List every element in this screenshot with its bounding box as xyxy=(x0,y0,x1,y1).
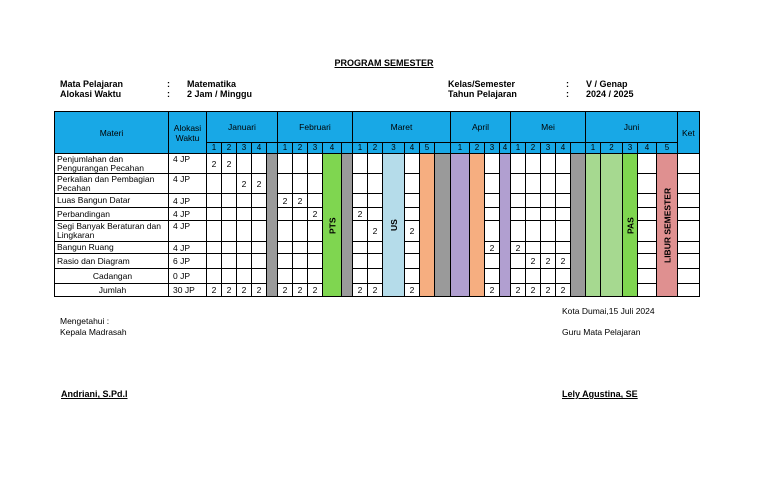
week xyxy=(342,143,353,154)
alokasi-label: Alokasi Waktu xyxy=(60,89,122,99)
mengetahui-label: Mengetahui : xyxy=(60,316,110,326)
week: 3 xyxy=(237,143,252,154)
nama-kepala-madrasah: Andriani, S.Pd.I xyxy=(61,389,128,399)
alokasi-value: 2 Jam / Minggu xyxy=(187,89,253,99)
info-values-left xyxy=(187,79,252,99)
alokasi-cell: 4 JP xyxy=(169,174,207,194)
kelas-value: V / Genap xyxy=(586,79,628,89)
info-colons-right xyxy=(566,79,569,99)
colon: : xyxy=(566,89,569,99)
alokasi-cell: 6 JP xyxy=(169,254,207,269)
month-mei: Mei xyxy=(511,112,586,143)
materi-cell: Perbandingan xyxy=(55,208,169,221)
jp-cell: 2 xyxy=(368,221,383,242)
mapel-label: Mata Pelajaran xyxy=(60,79,124,89)
materi-cell: Bangun Ruang xyxy=(55,242,169,254)
week xyxy=(267,143,278,154)
jp-cell: 2 xyxy=(293,194,308,208)
week: 4 xyxy=(405,143,420,154)
colon: : xyxy=(566,79,569,89)
materi-cell: Rasio dan Diagram xyxy=(55,254,169,269)
alokasi-cell: 4 JP xyxy=(169,242,207,254)
month-april: April xyxy=(451,112,511,143)
week: 2 xyxy=(601,143,623,154)
header-materi: Materi xyxy=(55,112,169,154)
week: 4 xyxy=(638,143,657,154)
jp-cell: 2 xyxy=(222,284,237,297)
header-ket: Ket xyxy=(678,112,700,154)
jp-cell: 2 xyxy=(252,284,267,297)
alokasi-cell: 4 JP xyxy=(169,194,207,208)
alokasi-cell: 4 JP xyxy=(169,208,207,221)
week: 4 xyxy=(323,143,342,154)
week: 1 xyxy=(278,143,293,154)
info-labels-left xyxy=(60,79,123,99)
jp-cell: 2 xyxy=(308,208,323,221)
jp-cell: 2 xyxy=(353,284,368,297)
jp-cell: 2 xyxy=(556,254,571,269)
week: 1 xyxy=(353,143,368,154)
jp-cell: 2 xyxy=(511,284,526,297)
alokasi-cell: 4 JP xyxy=(169,221,207,242)
colon: : xyxy=(167,89,170,99)
info-labels-right xyxy=(448,79,517,99)
week: 4 xyxy=(252,143,267,154)
week: 5 xyxy=(657,143,678,154)
jp-cell: 2 xyxy=(308,284,323,297)
week xyxy=(571,143,586,154)
alokasi-cell: 0 JP xyxy=(169,269,207,284)
jp-cell: 2 xyxy=(541,254,556,269)
jp-cell: 2 xyxy=(526,284,541,297)
week: 3 xyxy=(541,143,556,154)
week: 3 xyxy=(623,143,638,154)
month-februari: Februari xyxy=(278,112,353,143)
jp-cell: 2 xyxy=(237,174,252,194)
materi-cell: Cadangan xyxy=(55,269,169,284)
tahun-value: 2024 / 2025 xyxy=(586,89,634,99)
month-juni: Juni xyxy=(586,112,678,143)
program-semester-table xyxy=(54,111,700,297)
week: 2 xyxy=(470,143,485,154)
week: 1 xyxy=(586,143,601,154)
week: 3 xyxy=(383,143,405,154)
jp-cell: 2 xyxy=(207,284,222,297)
alokasi-cell: 4 JP xyxy=(169,154,207,174)
week: 2 xyxy=(368,143,383,154)
tahun-label: Tahun Pelajaran xyxy=(448,89,517,99)
mapel-value: Matematika xyxy=(187,79,237,89)
month-januari: Januari xyxy=(207,112,278,143)
week: 4 xyxy=(556,143,571,154)
kota-tanggal: Kota Dumai,15 Juli 2024 xyxy=(562,306,655,316)
jp-cell: 2 xyxy=(511,242,526,254)
week: 2 xyxy=(293,143,308,154)
materi-cell: Segi Banyak Beraturan dan Lingkaran xyxy=(55,221,169,242)
week: 3 xyxy=(485,143,500,154)
jp-cell: 2 xyxy=(485,242,500,254)
week: 4 xyxy=(500,143,511,154)
info-values-right xyxy=(586,79,634,99)
jp-cell: 2 xyxy=(405,221,420,242)
guru-mapel-label: Guru Mata Pelajaran xyxy=(562,327,641,337)
jp-cell: 2 xyxy=(278,284,293,297)
jp-cell: 2 xyxy=(237,284,252,297)
week: 2 xyxy=(222,143,237,154)
info-colons-left xyxy=(167,79,170,99)
jp-cell: 2 xyxy=(207,154,222,174)
week: 5 xyxy=(420,143,435,154)
table-row xyxy=(55,154,700,174)
materi-cell: Penjumlahan dan Pengurangan Pecahan xyxy=(55,154,169,174)
jp-cell: 2 xyxy=(353,208,368,221)
jp-cell: 2 xyxy=(222,154,237,174)
week: 1 xyxy=(451,143,470,154)
kelas-label: Kelas/Semester xyxy=(448,79,516,89)
nama-guru: Lely Agustina, SE xyxy=(562,389,638,399)
kepala-madrasah-label: Kepala Madrasah xyxy=(60,327,127,337)
week: 3 xyxy=(308,143,323,154)
jp-cell: 2 xyxy=(252,174,267,194)
month-maret: Maret xyxy=(353,112,451,143)
jp-cell: 2 xyxy=(541,284,556,297)
pas-label: PAS xyxy=(623,154,638,297)
materi-cell: Jumlah xyxy=(55,284,169,297)
week: 1 xyxy=(511,143,526,154)
libur-semester-label: LIBUR SEMESTER xyxy=(657,154,678,297)
jp-cell: 2 xyxy=(485,284,500,297)
week xyxy=(435,143,451,154)
pts-label: PTS xyxy=(323,154,342,297)
jp-cell: 2 xyxy=(293,284,308,297)
materi-cell: Luas Bangun Datar xyxy=(55,194,169,208)
jp-cell: 2 xyxy=(405,284,420,297)
jp-cell: 2 xyxy=(556,284,571,297)
colon: : xyxy=(167,79,170,89)
week: 2 xyxy=(526,143,541,154)
alokasi-cell: 30 JP xyxy=(169,284,207,297)
us-label: US xyxy=(383,154,405,297)
jp-cell: 2 xyxy=(368,284,383,297)
header-alokasi: Alokasi Waktu xyxy=(169,112,207,154)
page-title: PROGRAM SEMESTER xyxy=(334,58,434,68)
materi-cell: Perkalian dan Pembagian Pecahan xyxy=(55,174,169,194)
week: 1 xyxy=(207,143,222,154)
jp-cell: 2 xyxy=(278,194,293,208)
jp-cell: 2 xyxy=(526,254,541,269)
